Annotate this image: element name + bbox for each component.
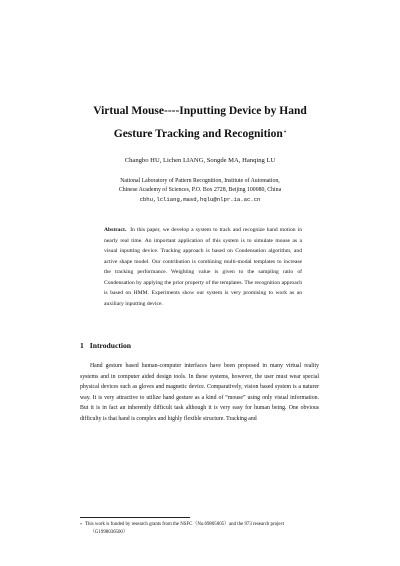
section-heading-introduction — [80, 341, 131, 351]
title-footnote-mark: * — [283, 131, 287, 136]
paper-title-line-2-text: Gesture Tracking and Recognition — [113, 128, 283, 140]
introduction-paragraph: Hand gesture based human-computer interfaces have been proposed in many virtual reality systems and in computer aided design tools. In these systems, however, the user must wear special physical devices such as gloves and magnetic device. Comparatively, vision based system is a naturer way. It is very attractive to utilize hand gesture as a kind of “mouse” using only visual information. But it is in fact an inherently difficult task although it is very easy for human being. One obvious difficulty is that hand is complex and highly flexible structure. Tracking and — [80, 363, 319, 422]
affiliation-line-2: Chinese Academy of Sciences, P.O. Box 2728, Beijing 100080, China — [118, 187, 282, 193]
section-number: 1 — [80, 341, 84, 350]
section-title: Introduction — [89, 341, 132, 350]
footnote-mark: * — [80, 522, 82, 527]
paper-title-line-1: Virtual Mouse----Inputting Device by Hand — [93, 105, 307, 117]
footnote-text: This work is funded by research grants from the NSFC（No.69805005）and the 973 research project（G1998030500） — [85, 522, 285, 535]
abstract-label: Abstract. — [104, 227, 127, 233]
affiliation-line-1: National Laboratory of Pattern Recognition, Institute of Automation, — [120, 178, 280, 184]
abstract — [104, 225, 302, 309]
abstract-text: In this paper, we develop a system to track and recognize hand motion in nearly real time. An important application of this system is to simulate mouse as a visual inputting device. Tracking approach is based on Condensation algorithm, and active shape model. Our contribution is combining multi-modal templates to increase the tracking performance. Weighting value is given to the sampling ratio of Condensation by applying the prior property of the templates. The recognition approach is based on HMM. Experiments show our system is very promising to work as an auxiliary inputting device. — [104, 227, 302, 307]
footnote — [80, 521, 319, 537]
paper-title-line-2 — [0, 127, 400, 141]
author-emails: cbhu,lcliang,masd,hqlu@nlpr.ia.ac.cn — [139, 196, 261, 203]
footnote-divider — [80, 517, 190, 518]
affiliation — [0, 177, 400, 195]
author-list: Changbo HU, Lichen LIANG, Songde MA, Hanqing LU — [124, 157, 276, 164]
